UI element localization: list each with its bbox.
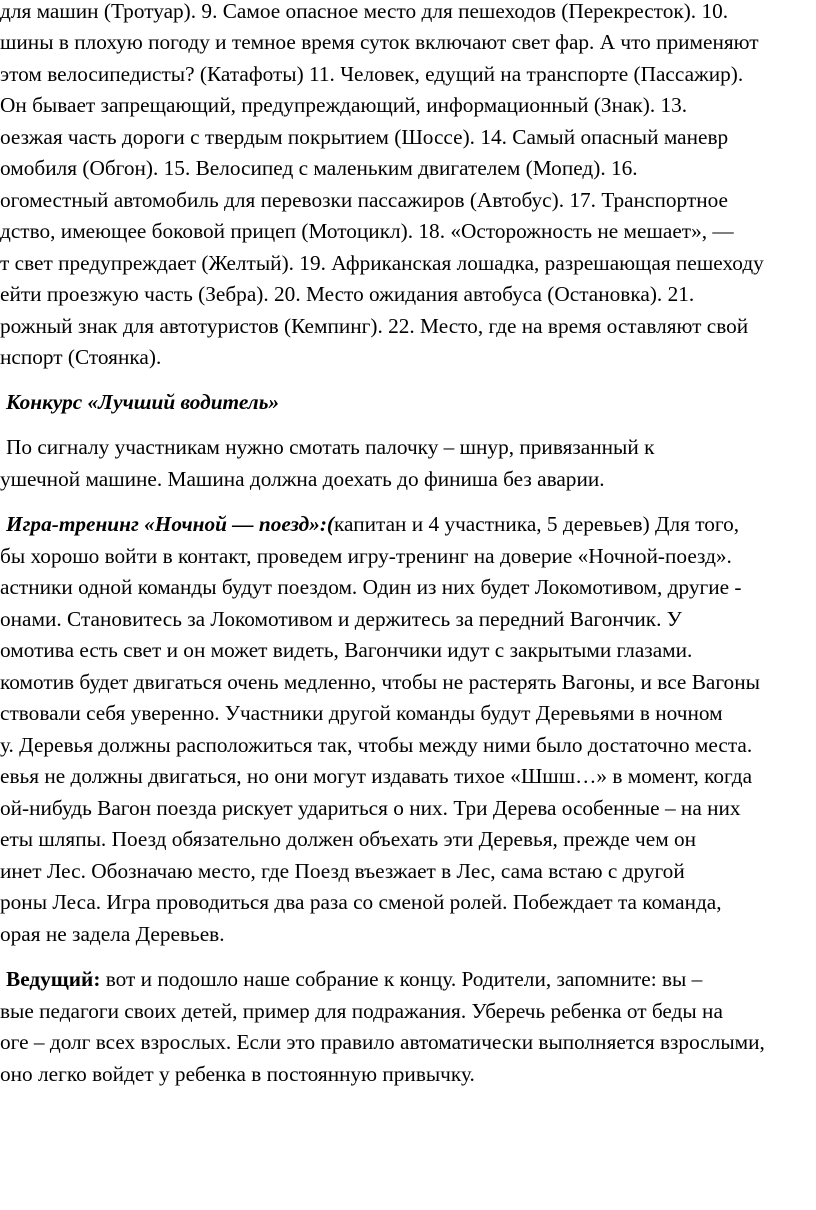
text-line: ствовали себя уверенно. Участники другой команды будут Деревьями в ночном: [0, 701, 723, 725]
text-line: огоместный автомобиль для перевозки пассажиров (Автобус). 17. Транспортное: [0, 188, 728, 212]
text-line: [6, 511, 739, 537]
text-line: Он бывает запрещающий, предупреждающий, информационный (Знак). 13.: [0, 93, 688, 117]
text-line: еты шляпы. Поезд обязательно должен объехать эти Деревья, прежде чем он: [0, 827, 697, 851]
speaker-label: Ведущий:: [6, 967, 101, 991]
text-line: инет Лес. Обозначаю место, где Поезд въезжает в Лес, сама встаю с другой: [0, 859, 685, 883]
text-line: ейти проезжую часть (Зебра). 20. Место ожидания автобуса (Остановка). 21.: [0, 282, 695, 306]
text-line: По сигналу участникам нужно смотать палочку – шнур, привязанный к: [6, 435, 655, 459]
text-line: т свет предупреждает (Желтый). 19. Африканская лошадка, разрешающая пешеходу: [0, 251, 764, 275]
section-heading: Конкурс «Лучший водитель»: [6, 390, 280, 414]
text-line: орая не задела Деревьев.: [0, 922, 225, 946]
text-line: у. Деревья должны расположиться так, чтобы между ними было достаточно места.: [0, 733, 753, 757]
text-line: оге – долг всех взрослых. Если это правило автоматически выполняется взрослыми,: [0, 1030, 765, 1054]
text-line: евья не должны двигаться, но они могут издавать тихое «Шшш…» в момент, когда: [0, 764, 753, 788]
text-line: дство, имеющее боковой прицеп (Мотоцикл). 18. «Осторожность не мешает», —: [0, 219, 734, 243]
text-line: онами. Становитесь за Локомотивом и держитесь за передний Вагончик. У: [0, 607, 682, 631]
text-line: омотива есть свет и он может видеть, Вагончики идут с закрытыми глазами.: [0, 638, 693, 662]
text-line: ушечной машине. Машина должна доехать до финиша без аварии.: [0, 467, 605, 491]
text-line: комотив будет двигаться очень медленно, чтобы не растерять Вагоны, и все Вагоны: [0, 670, 760, 694]
text-line: оно легко войдет у ребенка в постоянную привычку.: [0, 1062, 475, 1086]
text-line: для машин (Тротуар). 9. Самое опасное место для пешеходов (Перекресток). 10.: [0, 0, 729, 23]
text-line: роны Леса. Игра проводиться два раза со сменой ролей. Побеждает та команда,: [0, 890, 722, 914]
section-heading: Игра-тренинг «Ночной — поезд»:(: [6, 512, 335, 536]
text-line: оезжая часть дороги с твердым покрытием (Шоссе). 14. Самый опасный маневр: [0, 125, 729, 149]
text-line: астники одной команды будут поездом. Один из них будет Локомотивом, другие -: [0, 575, 742, 599]
text-line: нспорт (Стоянка).: [0, 345, 162, 369]
text-line: [6, 966, 702, 992]
text-line: шины в плохую погоду и темное время суток включают свет фар. А что применяют: [0, 30, 759, 54]
text-line: этом велосипедисты? (Катафоты) 11. Человек, едущий на транспорте (Пассажир).: [0, 62, 744, 86]
text-line: ой-нибудь Вагон поезда рискует удариться о них. Три Дерева особенные – на них: [0, 796, 741, 820]
text-line: бы хорошо войти в контакт, проведем игру-тренинг на доверие «Ночной-поезд».: [0, 544, 732, 568]
text-line: омобиля (Обгон). 15. Велосипед с маленьким двигателем (Мопед). 16.: [0, 156, 638, 180]
text-line: рожный знак для автотуристов (Кемпинг). 22. Место, где на время оставляют свой: [0, 314, 749, 338]
text-line: вые педагоги своих детей, пример для подражания. Уберечь ребенка от беды на: [0, 999, 723, 1023]
heading-continuation: капитан и 4 участника, 5 деревьев) Для того,: [334, 512, 740, 536]
speaker-text: вот и подошло наше собрание к концу. Родители, запомните: вы –: [100, 967, 703, 991]
